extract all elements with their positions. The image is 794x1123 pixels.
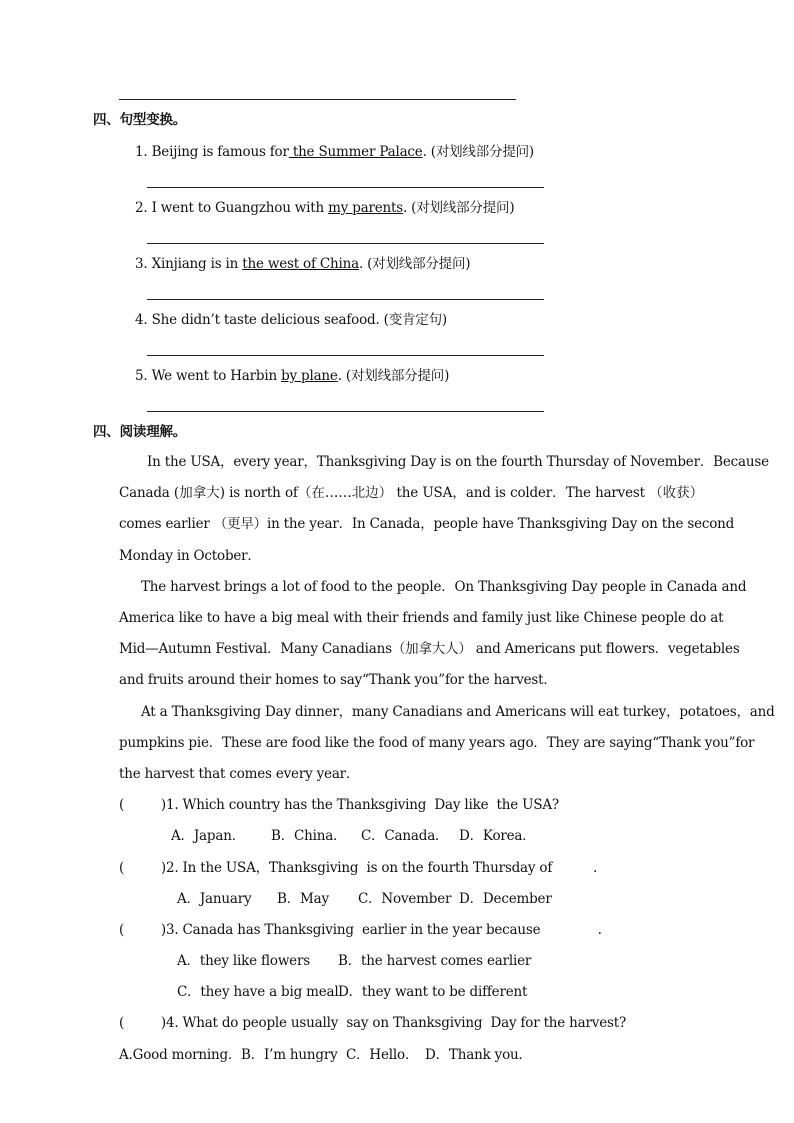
answer-line-5[interactable] bbox=[147, 411, 544, 412]
question-3-option-b[interactable]: B．the harvest comes earlier bbox=[338, 953, 532, 969]
question-3-option-c[interactable]: C．they have a big meal bbox=[177, 984, 339, 1000]
question-1-option-c[interactable]: C．Canada． bbox=[361, 828, 449, 844]
question-2-stem: ( )2. In the USA，Thanksgiving is on the fourth Thursday of . bbox=[119, 860, 598, 876]
transform-item-1: 1. Beijing is famous for the Summer Palace. (对划线部分提问) bbox=[135, 144, 534, 160]
passage-p3-line-2: pumpkins pie．These are food like the food of many years ago．They are saying“Thank you”for bbox=[119, 735, 755, 751]
answer-line-3[interactable] bbox=[147, 299, 544, 300]
transform-item-3: 3. Xinjiang is in the west of China. (对划线部分提问) bbox=[135, 256, 471, 272]
answer-line-top bbox=[119, 99, 516, 100]
question-2-option-d[interactable]: D．December bbox=[459, 891, 552, 907]
question-4-stem: ( )4. What do people usually say on Thanksgiving Day for the harvest? bbox=[119, 1015, 626, 1031]
question-1-option-b[interactable]: B．China． bbox=[271, 828, 347, 844]
transform-item-2: 2. I went to Guangzhou with my parents. (对划线部分提问) bbox=[135, 200, 515, 216]
question-1-stem: ( )1. Which country has the Thanksgiving Day like the USA? bbox=[119, 797, 559, 813]
question-2-option-b[interactable]: B．May bbox=[277, 891, 329, 907]
question-4-option-b[interactable]: B．I’m hungry bbox=[241, 1047, 338, 1063]
passage-p2-line-2: America like to have a big meal with their friends and family just like Chinese people do at bbox=[119, 610, 724, 626]
passage-p2-line-3: Mid—Autumn Festival．Many Canadians（加拿大人） and Americans put flowers．vegetables bbox=[119, 641, 740, 657]
passage-p2-line-1: The harvest brings a lot of food to the people．On Thanksgiving Day people in Canada and bbox=[141, 579, 747, 595]
passage-p1-line-2: Canada (加拿大) is north of（在……北边） the USA，and is colder．The harvest （收获） bbox=[119, 485, 703, 501]
passage-p1-line-3: comes earlier （更早）in the year．In Canada，people have Thanksgiving Day on the second bbox=[119, 516, 735, 532]
answer-line-2[interactable] bbox=[147, 243, 544, 244]
passage-p1-line-1: In the USA，every year，Thanksgiving Day is on the fourth Thursday of November．Because bbox=[147, 454, 769, 470]
question-2-option-a[interactable]: A．January bbox=[177, 891, 252, 907]
question-1-option-a[interactable]: A．Japan． bbox=[171, 828, 245, 844]
passage-p2-line-4: and fruits around their homes to say“Thank you”for the harvest． bbox=[119, 672, 557, 688]
section-title-reading: 四、阅读理解。 bbox=[93, 424, 187, 440]
passage-p3-line-3: the harvest that comes every year． bbox=[119, 766, 360, 782]
transform-item-5: 5. We went to Harbin by plane. (对划线部分提问) bbox=[135, 368, 450, 384]
question-3-option-d[interactable]: D．they want to be different bbox=[338, 984, 528, 1000]
answer-line-1[interactable] bbox=[147, 187, 544, 188]
answer-line-4[interactable] bbox=[147, 355, 544, 356]
question-4-option-c[interactable]: C．Hello． bbox=[346, 1047, 419, 1063]
question-2-option-c[interactable]: C．November bbox=[358, 891, 452, 907]
question-4-option-a[interactable]: A.Good morning． bbox=[119, 1047, 242, 1063]
question-3-stem: ( )3. Canada has Thanksgiving earlier in the year because . bbox=[119, 922, 602, 938]
question-4-option-d[interactable]: D．Thank you． bbox=[425, 1047, 532, 1063]
transform-item-4: 4. She didn’t taste delicious seafood. (变肯定句) bbox=[135, 312, 447, 328]
passage-p3-line-1: At a Thanksgiving Day dinner，many Canadians and Americans will eat turkey，potatoes，and bbox=[141, 704, 775, 720]
passage-p1-line-4: Monday in October． bbox=[119, 548, 261, 564]
question-1-option-d[interactable]: D．Korea． bbox=[459, 828, 536, 844]
section-title-transform: 四、句型变换。 bbox=[93, 112, 187, 128]
question-3-option-a[interactable]: A．they like flowers bbox=[177, 953, 310, 969]
